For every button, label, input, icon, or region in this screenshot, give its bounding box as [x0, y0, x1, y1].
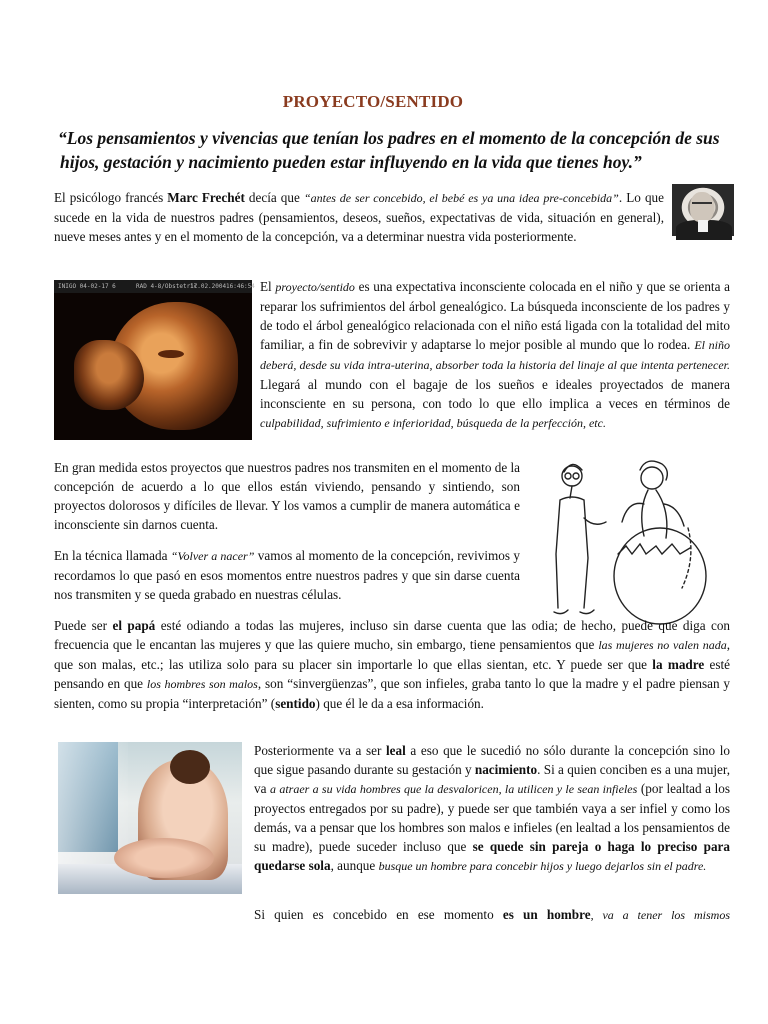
- text: ) que él le da a esa información.: [315, 696, 484, 711]
- ultrasound-mode: RAD 4-8/Obstetric: [136, 283, 198, 290]
- italic-text: a atraer a su vida hombres que la desvaloricen, la utilicen y le sean infieles: [270, 782, 638, 796]
- bold-text: la madre: [652, 657, 705, 672]
- italic-text: , va a tener los mismos: [590, 908, 730, 922]
- text: decía que: [244, 190, 304, 205]
- paragraph-7: [254, 905, 730, 925]
- text: . Si a quien conciben es a una mujer, va: [254, 762, 730, 796]
- text: En la técnica llamada: [54, 548, 171, 563]
- text: El: [260, 279, 276, 294]
- author-portrait: [672, 184, 734, 236]
- cartoon-illustration: [540, 458, 720, 628]
- paragraph-5: [54, 616, 730, 713]
- italic-text: las mujeres no valen nada: [598, 638, 727, 652]
- page-title: PROYECTO/SENTIDO: [282, 92, 464, 111]
- paragraph-1: [54, 188, 664, 246]
- bold-text: sentido: [275, 696, 316, 711]
- italic-text: busque un hombre para concebir hijos y luego dejarlos sin el padre.: [378, 859, 707, 873]
- italic-text: El niño deberá, desde su vida intra-uterina, absorber toda la historia del linaje al que intenta pertenecer.: [260, 338, 731, 372]
- italic-text: culpabilidad, sufrimiento e inferioridad, búsqueda de la perfección, etc.: [260, 416, 606, 430]
- text: , aunque: [330, 858, 379, 873]
- ultrasound-id: INIGO 04-02-17 6: [58, 283, 116, 290]
- italic-text: “Volver a nacer”: [170, 549, 255, 563]
- italic-text: los hombres son malos: [146, 677, 258, 691]
- text: esté pensando en que: [54, 657, 730, 691]
- text: esté odiando a todas las mujeres, incluso sin darse cuenta que las odia; de hecho, puede que diga con frecuencia que le encantan las mujeres y que las quiere mucho, sin embargo, tiene pensamientos que: [54, 618, 731, 652]
- text: , son “sinvergüenzas”, que son infieles, graba tanto lo que la madre y el padre piensan y sienten, como su propia “interpretación” (: [54, 676, 731, 711]
- text: vamos al momento de la concepción, revivimos y recordamos lo que pasó en esos momentos entre nuestros padres y que sin darse cuenta nos transmiten y se queda grabado en nuestras células.: [54, 548, 521, 602]
- text: (por lealtad a los proyectos entregados por su padre), y puede ser que también vaya a ser infiel y como los demás, va a pensar que los hombres son malos e infieles (en lealtad a los pensamientos de su madre), puede suceder incluso que: [254, 781, 731, 854]
- text: , que son malas, etc.; las utiliza solo para su placer sin importarle lo que ellas sientan, etc. Y puede ser que: [54, 637, 730, 672]
- bold-text: nacimiento: [474, 762, 538, 777]
- ultrasound-date: 17.02.2004: [190, 283, 227, 290]
- text: Si quien es concebido en ese momento: [254, 907, 503, 922]
- bold-text: el papá: [112, 618, 156, 633]
- intro-quote: “Los pensamientos y vivencias que tenían los padres en el momento de la concepción de sus hijos, gestación y nacimiento pueden estar influyendo en la vida que tienes hoy.”: [58, 128, 720, 172]
- paragraph-6: [254, 741, 730, 876]
- paragraph-3: En gran medida estos proyectos que nuestros padres nos transmiten en el momento de la concepción de acuerdo a lo que ellos están viviendo, pensando y sintiendo, son proyectos dolorosos y difíciles de llevar. Y los vamos a cumplir de manera automática e inconsciente sin darnos cuenta.: [54, 460, 520, 532]
- text: es una expectativa inconsciente colocada en el niño y que se orienta a reparar los sufrimientos del árbol genealógico. La búsqueda inconsciente de los padres y de todo el árbol genealógico relacionada con el niño está ligada con la totalidad del mito familiar, a fin de sobrevivir y adaptarse lo mejor posible al mundo que lo rodea.: [260, 279, 730, 352]
- text: Posteriormente va a ser: [254, 743, 386, 758]
- ultrasound-time: 16:46:54: [226, 283, 255, 290]
- ultrasound-header: [54, 280, 255, 293]
- bold-text: es un hombre: [502, 907, 591, 922]
- paragraph-4: [54, 546, 520, 604]
- bold-text: leal: [386, 743, 406, 758]
- mother-baby-painting: [58, 742, 242, 894]
- text: El psicólogo francés: [54, 190, 168, 205]
- author-name: Marc Frechét: [167, 190, 245, 205]
- text: . Lo que sucede en la vida de nuestros padres (pensamientos, deseos, sueños, expectativas de vida, situación en general), nueve meses antes y en el momento de la concepción, va a determinar nuestra vida posteriormente.: [54, 190, 664, 244]
- ultrasound-image: [54, 280, 255, 440]
- bold-text: se quede sin pareja o haga lo preciso para quedarse sola: [254, 839, 730, 873]
- text: a eso que le sucedió no sólo durante la concepción sino lo que sigue pasando durante su gestación y: [254, 743, 730, 777]
- text: Llegará al mundo con el bagaje de los sueños e ideales proyectados de manera inconsciente en su persona, con todo lo que ello implica a veces en términos de: [260, 377, 730, 411]
- italic-term: proyecto/sentido: [275, 280, 355, 294]
- italic-quote: “antes de ser concebido, el bebé es ya una idea pre-concebida”: [303, 191, 619, 205]
- paragraph-2: [260, 277, 730, 433]
- text: Puede ser: [54, 618, 113, 633]
